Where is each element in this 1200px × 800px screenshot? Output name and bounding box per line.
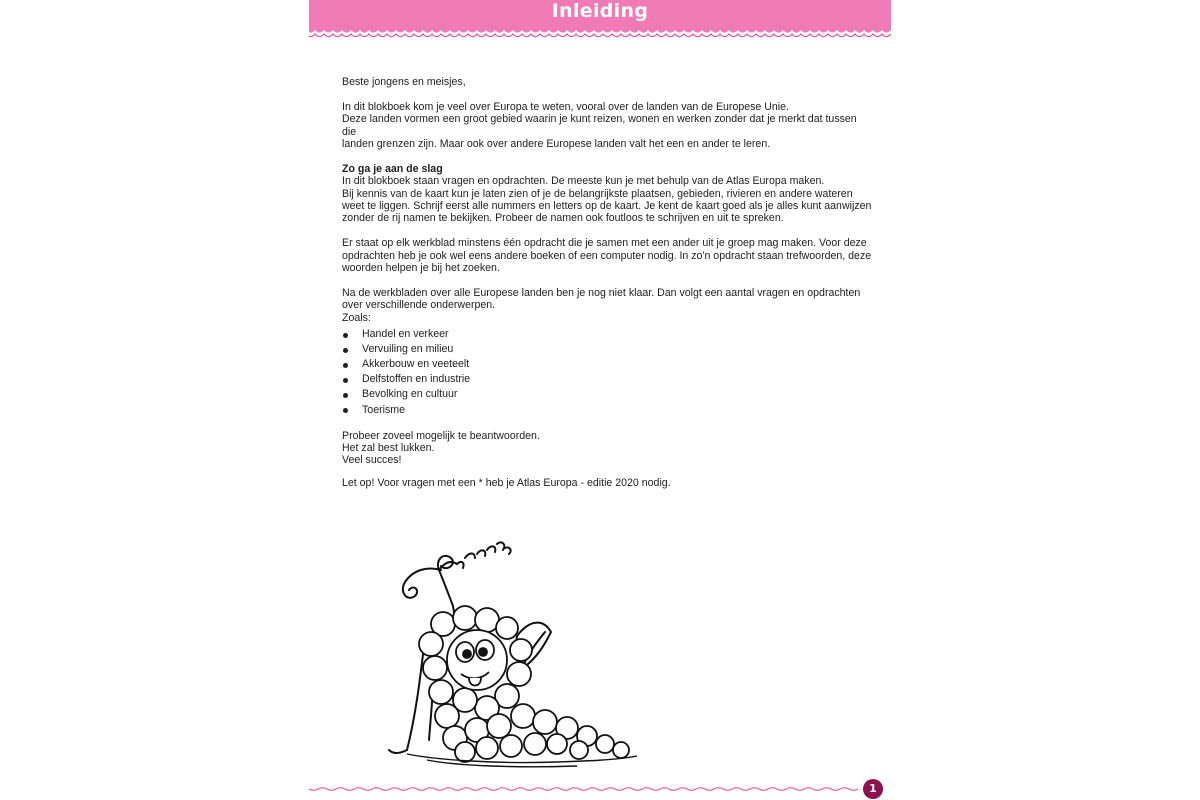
- paragraph-topics-intro: [342, 287, 872, 324]
- header-band: [309, 0, 891, 38]
- list-item: [342, 357, 872, 372]
- list-item-label: Vervuiling en milieu: [362, 343, 454, 356]
- text-line: landen grenzen zijn. Maar ook over andere Europese landen valt het een en ander te leren.: [342, 138, 771, 151]
- text-line: Probeer zoveel mogelijk te beantwoorden.: [342, 429, 540, 442]
- bullet-icon: [343, 378, 348, 383]
- text-line: opdrachten heb je ook wel eens andere boeken of een computer nodig. In zo'n opdracht staan trefwoorden, deze: [342, 249, 872, 262]
- section-subheading: Zo ga je aan de slag: [342, 162, 443, 175]
- list-item-label: Toerisme: [362, 403, 405, 416]
- paragraph-closing: [342, 430, 872, 467]
- text-line: Bij kennis van de kaart kun je laten zien of je de belangrijkste plaatsen, gebieden, rivieren en andere wateren: [342, 187, 853, 200]
- page-title: Inleiding: [551, 0, 649, 22]
- footer-wave-line: [309, 784, 891, 794]
- list-item: [342, 387, 872, 402]
- text-line: Na de werkbladen over alle Europese landen ben je nog niet klaar. Dan volgt een aantal vragen en opdrachten: [342, 286, 861, 299]
- text-line: Veel succes!: [342, 454, 402, 467]
- list-item-label: Bevolking en cultuur: [362, 388, 458, 401]
- text-line: In dit blokboek kom je veel over Europa te weten, vooral over de landen van de Europese Unie.: [342, 100, 789, 113]
- cartoon-grape-bunch-icon: [347, 540, 647, 770]
- atlas-note: Let op! Voor vragen met een * heb je Atlas Europa - editie 2020 nodig.: [342, 477, 671, 489]
- list-item-label: Handel en verkeer: [362, 328, 449, 341]
- bullet-icon: [343, 393, 348, 398]
- list-item: [342, 403, 872, 418]
- list-item: [342, 327, 872, 342]
- greeting: Beste jongens en meisjes,: [342, 76, 466, 88]
- list-item: [342, 342, 872, 357]
- list-item: [342, 372, 872, 387]
- text-line: Zoals:: [342, 311, 371, 324]
- text-line: zonder de rij namen te bekijken. Probeer de namen ook foutloos te schrijven en uit te spreken.: [342, 212, 784, 225]
- page-number-badge: 1: [863, 779, 883, 799]
- text-line: woorden helpen je bij het zoeken.: [342, 262, 500, 275]
- topic-list: [342, 327, 872, 418]
- intro-text: [342, 76, 872, 479]
- text-line: Het zal best lukken.: [342, 442, 435, 455]
- bullet-icon: [343, 408, 348, 413]
- bullet-icon: [343, 348, 348, 353]
- paragraph-group-work: [342, 237, 872, 274]
- paragraph-intro: [342, 101, 872, 151]
- text-line: Deze landen vormen een groot gebied waarin je kunt reizen, wonen en werken zonder dat je merkt dat tussen die: [342, 113, 857, 138]
- text-line: over verschillende onderwerpen.: [342, 299, 496, 312]
- text-line: Er staat op elk werkblad minstens één opdracht die je samen met een ander uit je groep mag maken. Voor deze: [342, 237, 867, 250]
- document-page: [309, 0, 891, 800]
- bullet-icon: [343, 363, 348, 368]
- list-item-label: Akkerbouw en veeteelt: [362, 358, 470, 371]
- bullet-icon: [343, 333, 348, 338]
- list-item-label: Delfstoffen en industrie: [362, 373, 471, 386]
- text-line: In dit blokboek staan vragen en opdrachten. De meeste kun je met behulp van de Atlas Europa maken.: [342, 175, 825, 188]
- text-line: weet te liggen. Schrijf eerst alle nummers en letters op de kaart. Je kent de kaart goed als je alles kunt aanwijzen: [342, 200, 872, 213]
- paragraph-how-to: [342, 163, 872, 225]
